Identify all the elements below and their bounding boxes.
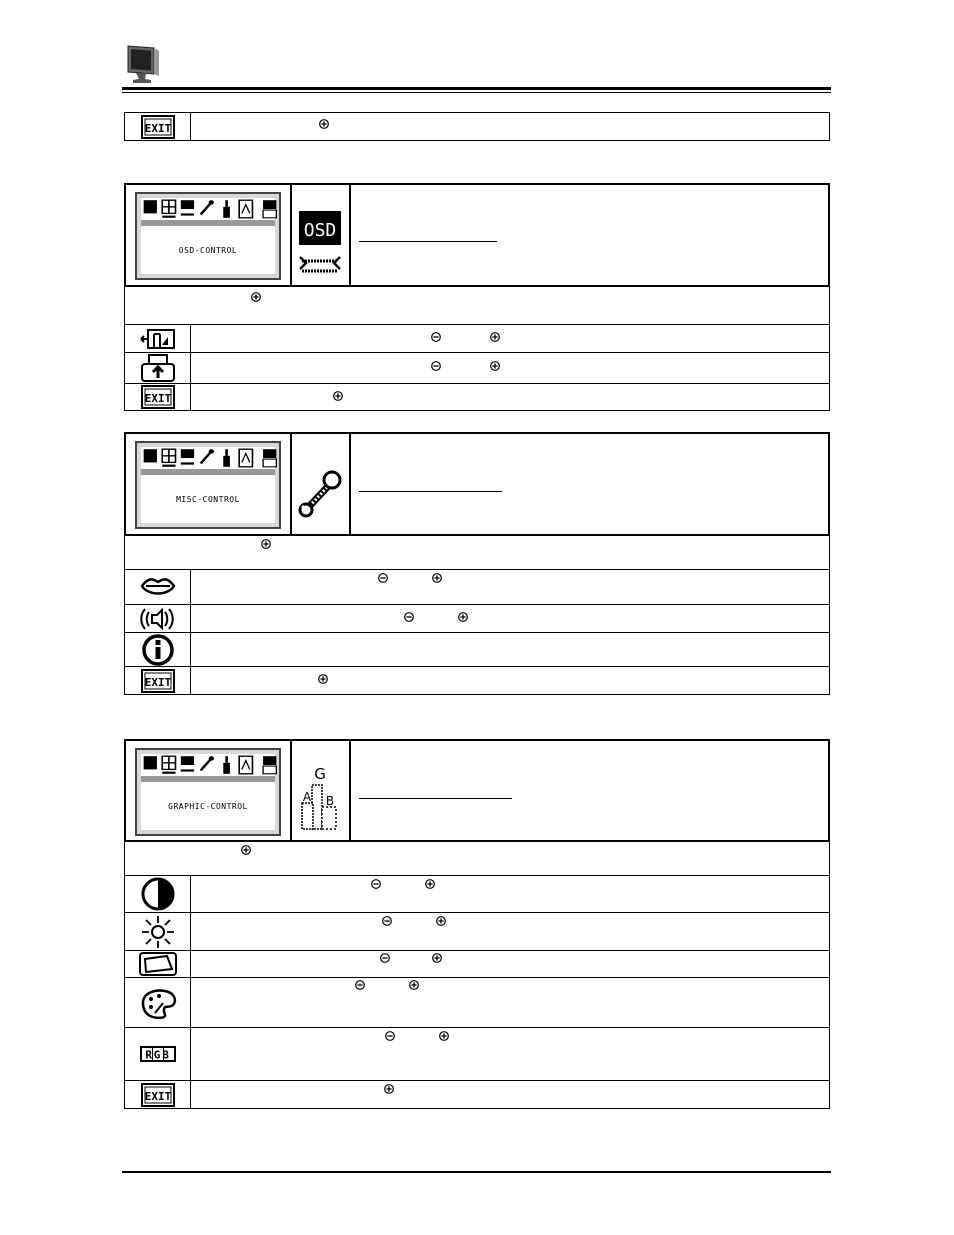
info-icon xyxy=(125,633,191,666)
lips-icon xyxy=(125,570,191,604)
graphic-intro-row xyxy=(124,841,830,876)
osd-v-position-icon xyxy=(125,353,191,383)
graphic-exit-row xyxy=(124,1080,830,1109)
graphic-shape-row xyxy=(124,950,830,978)
plus-icon xyxy=(318,674,328,684)
minus-icon xyxy=(431,332,441,342)
svg-text:OSD: OSD xyxy=(303,220,337,241)
osd-h-position-row xyxy=(124,324,830,353)
plus-icon xyxy=(458,612,468,622)
osd-icon xyxy=(298,209,342,286)
minus-icon xyxy=(355,980,365,990)
graphic-icon xyxy=(298,763,342,840)
footer-rule xyxy=(122,1171,831,1173)
svg-text:A: A xyxy=(302,790,312,804)
plus-icon xyxy=(333,391,343,401)
header-rule xyxy=(122,87,831,90)
misc-screen-preview xyxy=(135,441,281,529)
misc-intro-row xyxy=(124,535,830,570)
plus-icon xyxy=(432,573,442,583)
misc-info-row xyxy=(124,632,830,667)
svg-text:EXIT: EXIT xyxy=(144,675,171,689)
svg-text:EXIT: EXIT xyxy=(144,1089,171,1103)
osd-control-panel xyxy=(124,183,830,287)
screen-label: GRAPHIC-CONTROL xyxy=(168,801,248,811)
plus-icon xyxy=(409,980,419,990)
exit-icon xyxy=(125,113,191,140)
plus-icon xyxy=(439,1031,449,1041)
header-rule-thin xyxy=(122,92,831,93)
plus-icon xyxy=(319,119,329,129)
graphic-control-panel xyxy=(124,739,830,842)
plus-icon xyxy=(425,879,435,889)
plus-icon xyxy=(241,845,251,855)
graphic-palette-row xyxy=(124,977,830,1028)
minus-icon xyxy=(380,953,390,963)
graphic-brightness-row xyxy=(124,912,830,951)
misc-control-panel xyxy=(124,432,830,536)
volume-icon xyxy=(125,605,191,632)
svg-text:RGB: RGB xyxy=(144,1048,171,1062)
misc-volume-row xyxy=(124,604,830,633)
screen-label: MISC-CONTROL xyxy=(176,494,240,504)
osd-v-position-row xyxy=(124,352,830,384)
minus-icon xyxy=(378,573,388,583)
graphic-screen-preview xyxy=(135,748,281,836)
minus-icon xyxy=(385,1031,395,1041)
wrench-icon xyxy=(298,468,342,523)
minus-icon xyxy=(404,612,414,622)
graphic-contrast-row xyxy=(124,875,830,913)
misc-exit-row xyxy=(124,666,830,695)
minus-icon xyxy=(431,361,441,371)
plus-icon xyxy=(251,292,261,302)
plus-icon xyxy=(432,953,442,963)
contrast-icon xyxy=(125,876,191,912)
misc-language-row xyxy=(124,569,830,605)
graphic-rgb-row xyxy=(124,1027,830,1081)
shape-icon xyxy=(125,951,191,977)
osd-exit-row xyxy=(124,383,830,411)
top-exit-row xyxy=(124,112,830,141)
minus-icon xyxy=(382,916,392,926)
osd-intro-row xyxy=(124,286,830,325)
exit-icon xyxy=(125,667,191,694)
osd-h-position-icon xyxy=(125,325,191,352)
svg-text:B: B xyxy=(325,794,335,808)
rgb-icon xyxy=(125,1028,191,1080)
palette-icon xyxy=(125,978,191,1027)
plus-icon xyxy=(490,361,500,371)
svg-text:G: G xyxy=(314,765,326,783)
monitor-icon xyxy=(122,42,164,84)
plus-icon xyxy=(261,539,271,549)
svg-text:EXIT: EXIT xyxy=(144,121,171,135)
brightness-icon xyxy=(125,913,191,950)
minus-icon xyxy=(371,879,381,889)
plus-icon xyxy=(490,332,500,342)
screen-label: OSD-CONTROL xyxy=(178,245,238,255)
plus-icon xyxy=(436,916,446,926)
svg-text:EXIT: EXIT xyxy=(144,392,171,405)
plus-icon xyxy=(384,1084,394,1094)
osd-screen-preview xyxy=(135,192,281,280)
exit-icon xyxy=(125,384,191,410)
exit-icon xyxy=(125,1081,191,1108)
